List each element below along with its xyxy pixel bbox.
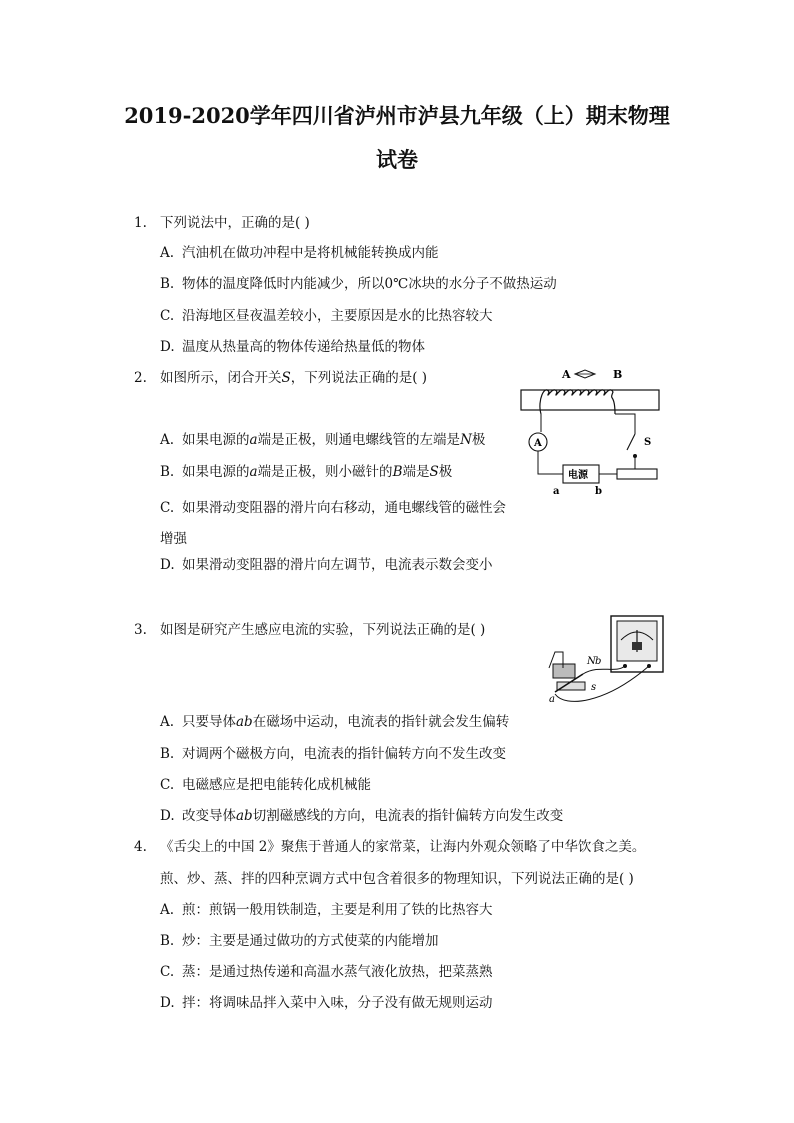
option-text: 只要导体: [182, 714, 236, 730]
option-text: 如果滑动变阻器的滑片向左调节，电流表示数会变小: [182, 557, 493, 573]
option-text: 汽油机在做功冲程中是将机械能转换成内能: [182, 245, 439, 261]
option-text: 切割磁感线的方向，电流表的指针偏转方向发生改变: [252, 808, 564, 824]
question-number: 4.: [134, 839, 147, 855]
var-n: N: [460, 432, 472, 448]
option-label: B.: [160, 933, 175, 949]
q3-option-c: [160, 775, 371, 795]
question-4-stem-line-2: 煎、炒、蒸、拌的四种烹调方式中包含着很多的物理知识，下列说法正确的是( ): [160, 871, 634, 887]
pole-s-label: s: [591, 682, 597, 693]
induction-experiment-figure: [545, 612, 670, 707]
compass-pole-b: B: [613, 368, 623, 381]
q4-option-d: [160, 993, 493, 1013]
wire-to-galvanometer-1: [583, 666, 625, 674]
stem-text-b: ，下列说法正确的是( ): [290, 370, 428, 386]
option-label: D.: [160, 339, 175, 355]
option-label: A.: [160, 432, 175, 448]
pole-n-label: N: [587, 656, 596, 667]
option-text: 对调两个磁极方向，电流表的指针偏转方向不发生改变: [182, 746, 506, 762]
option-label: D.: [160, 808, 175, 824]
option-text: 温度从热量高的物体传递给热量低的物体: [182, 339, 425, 355]
wire-bottom-left: [538, 451, 563, 474]
terminal-a-label: a: [553, 486, 560, 497]
option-text: 极: [471, 432, 486, 448]
var-s: S: [281, 370, 291, 386]
question-1-stem: [134, 213, 310, 233]
power-source-label: 电源: [568, 470, 588, 481]
q4-option-a: [160, 900, 493, 920]
option-label: A.: [160, 902, 175, 918]
option-label: D.: [160, 995, 175, 1011]
var-a: a: [249, 464, 258, 480]
q1-option-b: [160, 274, 557, 294]
q3-option-d: [160, 806, 563, 826]
q1-option-c: [160, 306, 493, 326]
option-text: 如果电源的: [182, 464, 250, 480]
option-text: 如果滑动变阻器的滑片向右移动，通电螺线管的磁性会增强: [160, 500, 506, 547]
q4-option-c: [160, 962, 493, 982]
option-label: A.: [160, 245, 175, 261]
question-4-stem-line-1: [134, 837, 645, 857]
option-text: 拌：将调味品拌入菜中入味，分子没有做无规则运动: [182, 995, 493, 1011]
wire-right: [615, 414, 635, 434]
var-ab: ab: [236, 714, 253, 730]
option-text: 煎：煎锅一般用铁制造，主要是利用了铁的比热容大: [182, 902, 493, 918]
end-b-label: b: [595, 656, 602, 667]
option-label: C.: [160, 777, 175, 793]
question-number: 3.: [134, 622, 147, 638]
option-text: 物体的温度降低时内能减少，所以0℃冰块的水分子不做热运动: [182, 276, 557, 292]
title-line-1: 2019-2020学年四川省泸州市泸县九年级（上）期末物理: [124, 103, 670, 128]
option-label: B.: [160, 276, 175, 292]
option-label: B.: [160, 464, 175, 480]
var-b: B: [392, 464, 403, 480]
option-label: B.: [160, 746, 175, 762]
option-text: 改变导体: [182, 808, 236, 824]
stem-text: 下列说法中，正确的是( ): [160, 215, 310, 231]
var-ab: ab: [236, 808, 253, 824]
magnet-north: [553, 664, 575, 678]
option-text: 端是正极，则通电螺线管的左端是: [257, 432, 461, 448]
option-text: 极: [438, 464, 453, 480]
end-a-label: a: [549, 694, 555, 705]
option-label: C.: [160, 500, 175, 516]
q2-option-a: [160, 430, 485, 450]
option-label: C.: [160, 964, 175, 980]
option-text: 沿海地区昼夜温差较小，主要原因是水的比热容较大: [182, 308, 493, 324]
option-label: A.: [160, 714, 175, 730]
q4-option-b: [160, 931, 439, 951]
option-text: 蒸：是通过热传递和高温水蒸气液化放热，把菜蒸熟: [182, 964, 493, 980]
q2-option-b: [160, 462, 452, 482]
q3-option-a: [160, 712, 509, 732]
option-label: C.: [160, 308, 175, 324]
option-text: 电磁感应是把电能转化成机械能: [182, 777, 371, 793]
stem-text: 如图是研究产生感应电流的实验，下列说法正确的是( ): [160, 622, 486, 638]
question-3-stem: [134, 620, 485, 640]
solenoid-circuit-figure: [515, 362, 665, 502]
ammeter-label: A: [534, 438, 542, 449]
option-text: 如果电源的: [182, 432, 250, 448]
q2-option-c: [160, 493, 510, 555]
q3-option-b: [160, 744, 506, 764]
q1-option-d: [160, 337, 425, 357]
q1-option-a: [160, 243, 439, 263]
galvanometer-center: [632, 642, 642, 650]
title-line-2: 试卷: [376, 147, 418, 172]
question-number: 2.: [134, 370, 147, 386]
option-text: 在磁场中运动，电流表的指针就会发生偏转: [252, 714, 510, 730]
rheostat-box: [617, 469, 657, 479]
option-text: 端是正极，则小磁针的: [257, 464, 393, 480]
option-text: 炒：主要是通过做功的方式使菜的内能增加: [182, 933, 439, 949]
stem-text-a: 如图所示，闭合开关: [160, 370, 282, 386]
compass-pole-a: A: [562, 368, 571, 381]
option-label: D.: [160, 557, 175, 573]
switch-blade: [627, 434, 635, 450]
question-number: 1.: [134, 215, 147, 231]
option-text: 端是: [402, 464, 430, 480]
switch-label: S: [644, 437, 652, 448]
q2-option-d: [160, 555, 493, 575]
var-a: a: [249, 432, 258, 448]
var-s: S: [429, 464, 439, 480]
terminal-b-label: b: [595, 486, 602, 497]
question-2-stem: [134, 368, 427, 388]
stem-text: 《舌尖上的中国 2》聚焦于普通人的家常菜，让海内外观众领略了中华饮食之美。: [160, 839, 646, 855]
